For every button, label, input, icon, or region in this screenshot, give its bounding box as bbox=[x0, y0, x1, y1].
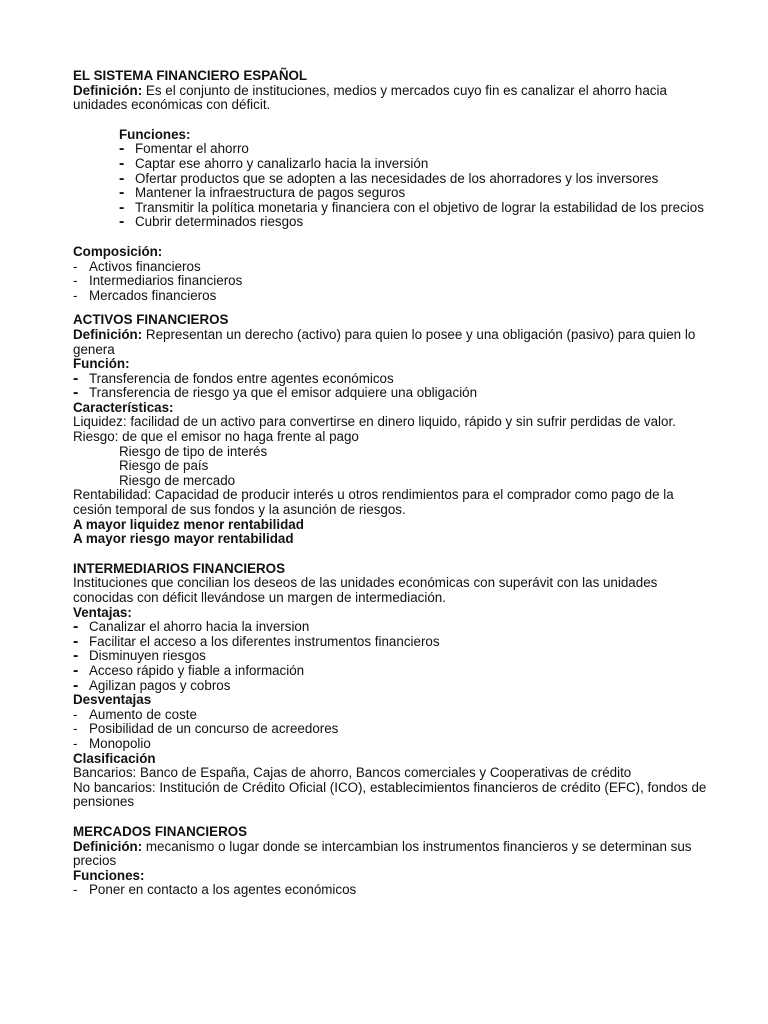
composicion-list bbox=[73, 260, 713, 304]
caracteristicas-title: Características: bbox=[73, 399, 174, 415]
rule-riesgo: A mayor riesgo mayor rentabilidad bbox=[73, 531, 294, 547]
list-item: - Transferencia de fondos entre agentes económicos bbox=[73, 372, 713, 387]
desventajas-title: Desventajas bbox=[73, 692, 152, 708]
list-item: - Mantener la infraestructura de pagos seguros bbox=[119, 186, 713, 201]
list-item: - Acceso rápido y fiable a información bbox=[73, 664, 713, 679]
riesgo-item: Riesgo de país bbox=[119, 458, 209, 474]
desventajas-list bbox=[73, 708, 713, 752]
no-bancarios-text: No bancarios: Institución de Crédito Oficial (ICO), establecimientos financieros de crédito (EFC), fondos de pensiones bbox=[73, 779, 707, 810]
mercados-funciones-title: Funciones: bbox=[73, 867, 145, 883]
definition-sistema bbox=[73, 84, 713, 113]
definition-activos bbox=[73, 328, 713, 357]
list-item: - Intermediarios financieros bbox=[73, 274, 713, 289]
mercados-funciones-list bbox=[73, 883, 713, 898]
list-item: - Mercados financieros bbox=[73, 289, 713, 304]
rentabilidad-text: Rentabilidad: Capacidad de producir interés u otros rendimientos para el comprador como pago de la cesión temporal de sus fondos y la asunción de riesgos. bbox=[73, 487, 674, 518]
section-title-activos: ACTIVOS FINANCIEROS bbox=[73, 312, 229, 328]
list-item: - Canalizar el ahorro hacia la inversion bbox=[73, 620, 713, 635]
list-item: - Fomentar el ahorro bbox=[119, 142, 713, 157]
riesgo-text: Riesgo: de que el emisor no haga frente al pago bbox=[73, 429, 359, 445]
liquidez-text: Liquidez: facilidad de un activo para convertirse en dinero liquido, rápido y sin sufrir perdidas de valor. bbox=[73, 414, 676, 430]
definition-text: mecanismo o lugar donde se intercambian los instrumentos financieros y se determinan sus precios bbox=[73, 838, 692, 869]
bancarios-text: Bancarios: Banco de España, Cajas de ahorro, Bancos comerciales y Cooperativas de crédito bbox=[73, 765, 632, 781]
ventajas-title: Ventajas: bbox=[73, 604, 132, 620]
list-item: - Facilitar el acceso a los diferentes instrumentos financieros bbox=[73, 635, 713, 650]
composicion-title: Composición: bbox=[73, 243, 163, 259]
definition-label: Definición: bbox=[73, 82, 143, 98]
list-item: - Transmitir la política monetaria y financiera con el objetivo de lograr la estabilidad de los precios bbox=[119, 201, 713, 216]
ventajas-list bbox=[73, 620, 713, 693]
list-item: - Activos financieros bbox=[73, 260, 713, 275]
list-item: - Posibilidad de un concurso de acreedores bbox=[73, 722, 713, 737]
definition-label: Definición: bbox=[73, 838, 143, 854]
list-item: - Monopolio bbox=[73, 737, 713, 752]
definition-label: Definición: bbox=[73, 326, 143, 342]
funciones-block bbox=[119, 128, 713, 230]
document-content bbox=[73, 69, 713, 898]
definition-text: Representan un derecho (activo) para quien lo posee y una obligación (pasivo) para quien lo genera bbox=[73, 326, 696, 357]
section-title-mercados: MERCADOS FINANCIEROS bbox=[73, 823, 248, 839]
intermediarios-intro: Instituciones que concilian los deseos de las unidades económicas con superávit con las unidades conocidas con déficit llevándose un margen de intermediación. bbox=[73, 575, 658, 605]
list-item: - Cubrir determinados riesgos bbox=[119, 215, 713, 230]
funcion-list bbox=[73, 372, 713, 401]
funciones-list bbox=[119, 142, 713, 230]
funcion-title: Función: bbox=[73, 356, 130, 372]
list-item: - Disminuyen riesgos bbox=[73, 649, 713, 664]
definition-mercados bbox=[73, 840, 713, 869]
riesgo-item: Riesgo de tipo de interés bbox=[119, 443, 268, 459]
list-item: - Poner en contacto a los agentes económicos bbox=[73, 883, 713, 898]
riesgo-item: Riesgo de mercado bbox=[119, 472, 236, 488]
section-title-intermediarios: INTERMEDIARIOS FINANCIEROS bbox=[73, 560, 286, 576]
rule-liquidez: A mayor liquidez menor rentabilidad bbox=[73, 516, 304, 532]
definition-text: Es el conjunto de instituciones, medios y mercados cuyo fin es canalizar el ahorro hacia unidades económicas con déficit. bbox=[73, 82, 667, 113]
funciones-title: Funciones: bbox=[119, 126, 191, 142]
list-item: - Transferencia de riesgo ya que el emisor adquiere una obligación bbox=[73, 386, 713, 401]
list-item: - Ofertar productos que se adopten a las necesidades de los ahorradores y los inversores bbox=[119, 172, 713, 187]
list-item: - Captar ese ahorro y canalizarlo hacia la inversión bbox=[119, 157, 713, 172]
list-item: - Agilizan pagos y cobros bbox=[73, 679, 713, 694]
section-title-sistema: EL SISTEMA FINANCIERO ESPAÑOL bbox=[73, 68, 308, 83]
list-item: - Aumento de coste bbox=[73, 708, 713, 723]
clasificacion-title: Clasificación bbox=[73, 750, 156, 766]
